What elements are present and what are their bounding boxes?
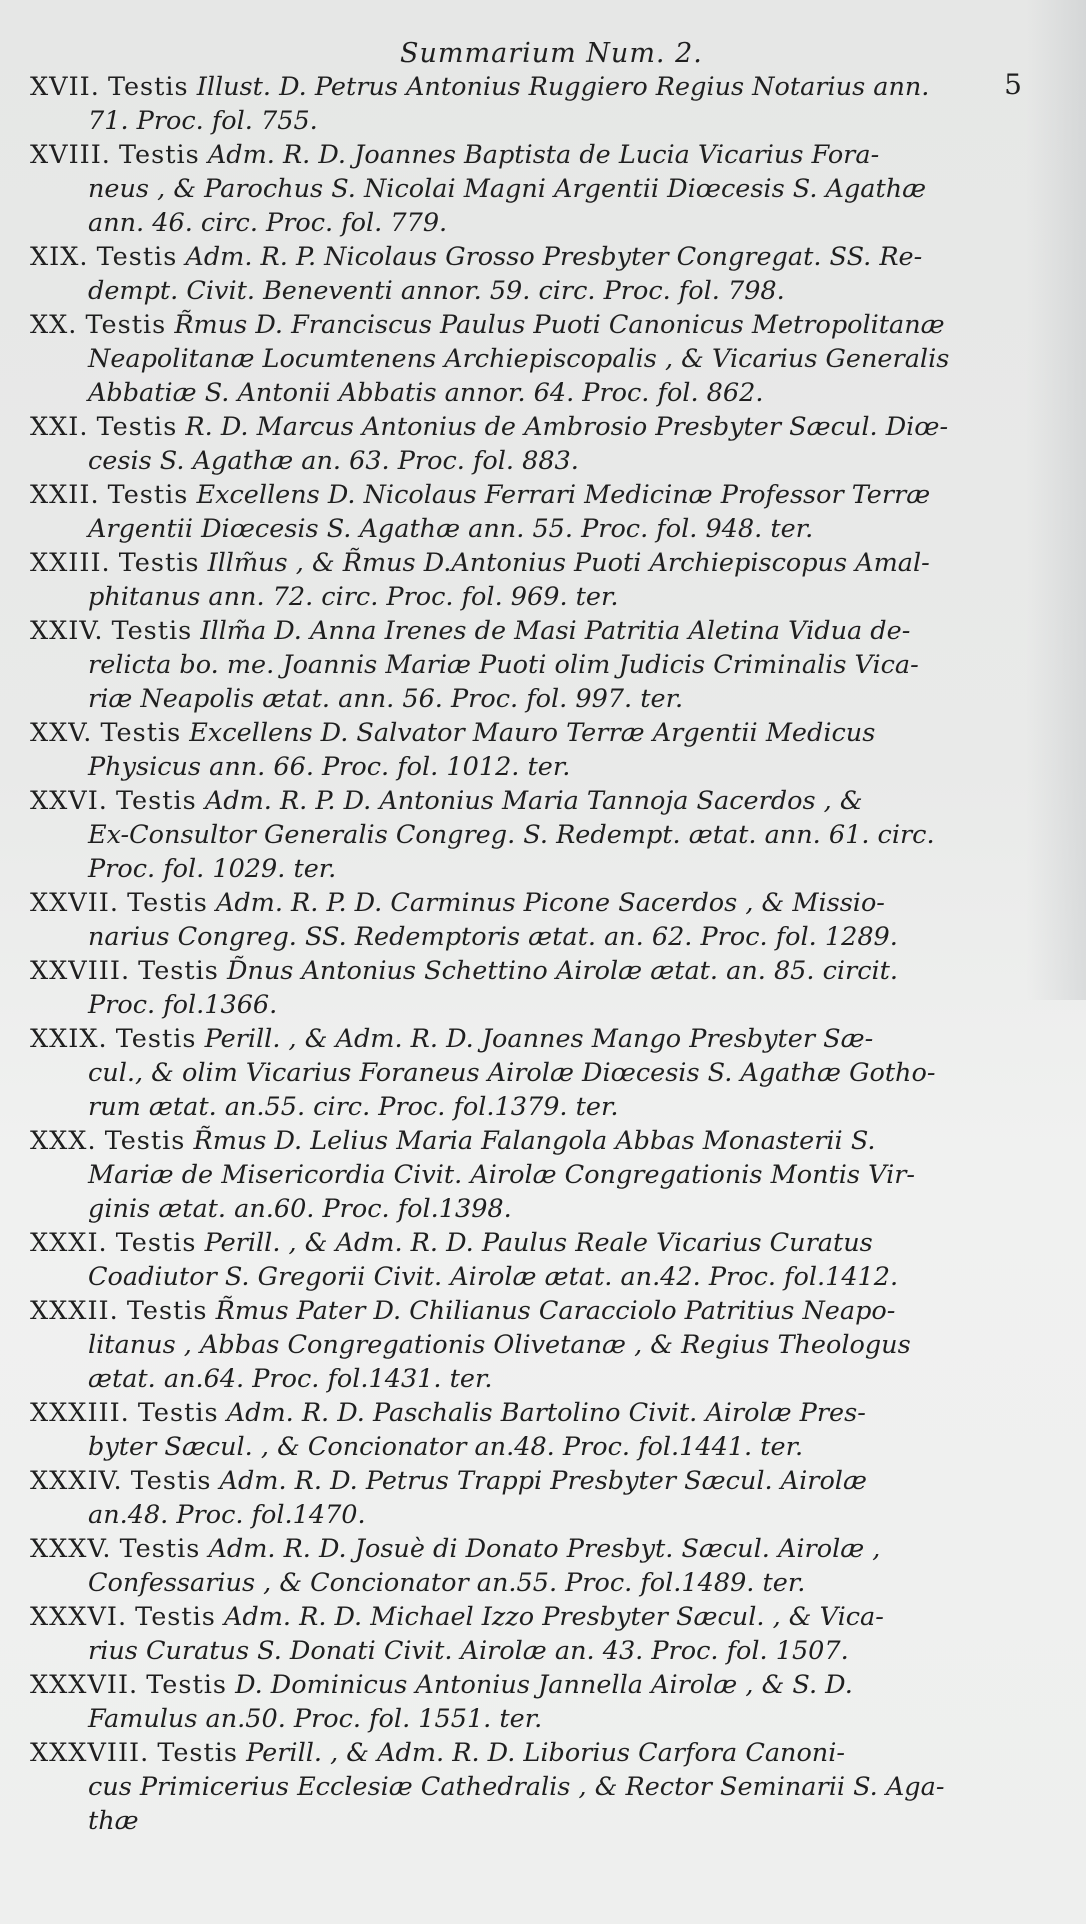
entry-number: XXVII. (30, 888, 119, 918)
entry-label: Testis (157, 1738, 239, 1768)
entry-continuation-line (30, 104, 1040, 138)
entry-text: R. D. Marcus Antonius de Ambrosio Presbyter Sæcul. Diœ- (185, 412, 949, 442)
entry-text: neus , & Parochus S. Nicolai Magni Argentii Diœcesis S. Agathæ (88, 174, 927, 204)
entry-text: Adm. R. D. Joannes Baptista de Lucia Vicarius Fora- (207, 140, 880, 170)
entry-number: XXII. (30, 480, 100, 510)
witness-entry (30, 410, 1040, 478)
entry-text: D̃nus Antonius Schettino Airolæ ætat. an. 85. circit. (226, 956, 899, 986)
entry-label: Testis (119, 140, 200, 170)
entry-first-line (30, 478, 1040, 512)
entry-continuation-line (30, 580, 1040, 614)
entry-text: byter Sæcul. , & Concionator an.48. Proc. fol.1441. ter. (88, 1432, 804, 1462)
entry-continuation-line (30, 342, 1040, 376)
witness-entry (30, 1668, 1040, 1736)
entry-number: XXXIV. (30, 1466, 123, 1496)
entry-text: cul., & olim Vicarius Foraneus Airolæ Diœcesis S. Agathæ Gotho- (88, 1058, 936, 1088)
entry-text: 71. Proc. fol. 755. (88, 106, 318, 136)
entry-first-line (30, 1226, 1040, 1260)
witness-entry (30, 954, 1040, 1022)
entry-number: XX. (30, 310, 78, 340)
entry-number: XVIII. (30, 140, 111, 170)
entry-text: ginis ætat. an.60. Proc. fol.1398. (88, 1194, 512, 1224)
entry-text: narius Congreg. SS. Redemptoris ætat. an. 62. Proc. fol. 1289. (88, 922, 898, 952)
entry-label: Testis (116, 786, 197, 816)
witness-entry (30, 308, 1040, 410)
entry-first-line (30, 614, 1040, 648)
entry-label: Testis (107, 72, 189, 102)
entry-text: R̃mus D. Lelius Maria Falangola Abbas Monasterii S. (193, 1126, 876, 1156)
entry-label: Testis (96, 242, 178, 272)
entry-text: ann. 46. circ. Proc. fol. 779. (88, 208, 448, 238)
entry-text: Adm. R. D. Josuè di Donato Presbyt. Sæcul. Airolæ , (208, 1534, 881, 1564)
entry-label: Testis (115, 1228, 197, 1258)
entry-first-line (30, 784, 1040, 818)
entry-number: XXIII. (30, 548, 111, 578)
entry-first-line (30, 1600, 1040, 1634)
entry-continuation-line (30, 988, 1040, 1022)
entry-text: phitanus ann. 72. circ. Proc. fol. 969. ter. (88, 582, 619, 612)
entry-text: Abbatiæ S. Antonii Abbatis annor. 64. Proc. fol. 862. (88, 378, 764, 408)
entry-text: Adm. R. P. Nicolaus Grosso Presbyter Congregat. SS. Re- (185, 242, 923, 272)
witness-entry (30, 1022, 1040, 1124)
entry-text: dempt. Civit. Beneventi annor. 59. circ. Proc. fol. 798. (88, 276, 785, 306)
entry-text: Illust. D. Petrus Antonius Ruggiero Regius Notarius ann. (196, 72, 930, 102)
entry-continuation-line (30, 274, 1040, 308)
entry-continuation-line (30, 1702, 1040, 1736)
entry-label: Testis (126, 1296, 208, 1326)
entry-first-line (30, 1124, 1040, 1158)
entry-continuation-line (30, 1090, 1040, 1124)
entry-text: Proc. fol.1366. (88, 990, 278, 1020)
entry-label: Testis (137, 1398, 219, 1428)
entry-first-line (30, 886, 1040, 920)
entry-continuation-line (30, 206, 1040, 240)
entry-continuation-line (30, 648, 1040, 682)
witness-list (30, 70, 1040, 1838)
entry-text: Argentii Diœcesis S. Agathæ ann. 55. Proc. fol. 948. ter. (88, 514, 814, 544)
entry-first-line (30, 716, 1040, 750)
entry-text: Adm. R. P. D. Antonius Maria Tannoja Sacerdos , & (204, 786, 863, 816)
entry-continuation-line (30, 852, 1040, 886)
entry-number: XXIX. (30, 1024, 108, 1054)
entry-text: Confessarius , & Concionator an.55. Proc. fol.1489. ter. (88, 1568, 806, 1598)
entry-continuation-line (30, 750, 1040, 784)
entry-text: ætat. an.64. Proc. fol.1431. ter. (88, 1364, 493, 1394)
entry-continuation-line (30, 682, 1040, 716)
witness-entry (30, 1736, 1040, 1838)
entry-number: XXXVIII. (30, 1738, 150, 1768)
entry-first-line (30, 1396, 1040, 1430)
entry-text: Illm̃us , & R̃mus D.Antonius Puoti Archiepiscopus Amal- (207, 548, 930, 578)
entry-continuation-line (30, 1362, 1040, 1396)
entry-number: XXIV. (30, 616, 104, 646)
entry-label: Testis (130, 1466, 212, 1496)
entry-text: Perill. , & Adm. R. D. Paulus Reale Vicarius Curatus (204, 1228, 873, 1258)
witness-entry (30, 1532, 1040, 1600)
witness-entry (30, 1294, 1040, 1396)
entry-continuation-line (30, 1634, 1040, 1668)
witness-entry (30, 1600, 1040, 1668)
entry-text: Illm̃a D. Anna Irenes de Masi Patritia Aletina Vidua de- (200, 616, 911, 646)
entry-first-line (30, 1022, 1040, 1056)
entry-text: litanus , Abbas Congregationis Olivetanæ , & Regius Theologus (88, 1330, 911, 1360)
entry-text: relicta bo. me. Joannis Mariæ Puoti olim Judicis Criminalis Vica- (88, 650, 919, 680)
entry-first-line (30, 1532, 1040, 1566)
witness-entry (30, 1464, 1040, 1532)
running-head: Summarium Num. 2. (400, 38, 703, 69)
entry-continuation-line (30, 818, 1040, 852)
entry-number: XXV. (30, 718, 93, 748)
witness-entry (30, 1396, 1040, 1464)
entry-text: Perill. , & Adm. R. D. Liborius Carfora Canoni- (246, 1738, 846, 1768)
entry-number: XXXVI. (30, 1602, 128, 1632)
entry-text: Proc. fol. 1029. ter. (88, 854, 337, 884)
entry-text: cus Primicerius Ecclesiæ Cathedralis , & Rector Seminarii S. Aga- (88, 1772, 945, 1802)
entry-text: Perill. , & Adm. R. D. Joannes Mango Presbyter Sæ- (204, 1024, 874, 1054)
entry-label: Testis (104, 1126, 186, 1156)
entry-first-line (30, 1668, 1040, 1702)
entry-text: rum ætat. an.55. circ. Proc. fol.1379. ter. (88, 1092, 619, 1122)
witness-entry (30, 614, 1040, 716)
entry-continuation-line (30, 172, 1040, 206)
entry-number: XVII. (30, 72, 100, 102)
entry-continuation-line (30, 1430, 1040, 1464)
entry-label: Testis (85, 310, 167, 340)
entry-continuation-line (30, 1158, 1040, 1192)
entry-label: Testis (111, 616, 193, 646)
entry-text: cesis S. Agathæ an. 63. Proc. fol. 883. (88, 446, 579, 476)
entry-number: XXI. (30, 412, 89, 442)
entry-text: thæ (88, 1806, 139, 1836)
entry-text: Excellens D. Salvator Mauro Terræ Argentii Medicus (189, 718, 876, 748)
witness-entry (30, 478, 1040, 546)
entry-continuation-line (30, 1192, 1040, 1226)
entry-text: Ex-Consultor Generalis Congreg. S. Redempt. ætat. ann. 61. circ. (88, 820, 935, 850)
entry-continuation-line (30, 444, 1040, 478)
entry-number: XXXI. (30, 1228, 108, 1258)
witness-entry (30, 784, 1040, 886)
entry-text: Famulus an.50. Proc. fol. 1551. ter. (88, 1704, 543, 1734)
entry-label: Testis (127, 888, 208, 918)
entry-label: Testis (138, 956, 219, 986)
entry-first-line (30, 308, 1040, 342)
entry-first-line (30, 546, 1040, 580)
entry-first-line (30, 1294, 1040, 1328)
entry-text: Physicus ann. 66. Proc. fol. 1012. ter. (88, 752, 571, 782)
entry-first-line (30, 138, 1040, 172)
witness-entry (30, 138, 1040, 240)
entry-continuation-line (30, 1328, 1040, 1362)
entry-text: rius Curatus S. Donati Civit. Airolæ an. 43. Proc. fol. 1507. (88, 1636, 849, 1666)
entry-number: XXVIII. (30, 956, 131, 986)
entry-text: Neapolitanæ Locumtenens Archiepiscopalis , & Vicarius Generalis (88, 344, 950, 374)
witness-entry (30, 716, 1040, 784)
witness-entry (30, 886, 1040, 954)
entry-text: R̃mus D. Franciscus Paulus Puoti Canonicus Metropolitanæ (174, 310, 945, 340)
entry-label: Testis (135, 1602, 216, 1632)
entry-label: Testis (119, 1534, 201, 1564)
entry-label: Testis (146, 1670, 227, 1700)
entry-number: XXXV. (30, 1534, 112, 1564)
entry-label: Testis (118, 548, 200, 578)
entry-label: Testis (115, 1024, 197, 1054)
entry-number: XXX. (30, 1126, 97, 1156)
entry-text: an.48. Proc. fol.1470. (88, 1500, 366, 1530)
entry-first-line (30, 70, 1040, 104)
entry-number: XXXII. (30, 1296, 119, 1326)
entry-continuation-line (30, 920, 1040, 954)
entry-first-line (30, 1464, 1040, 1498)
entry-continuation-line (30, 1770, 1040, 1804)
entry-text: riæ Neapolis ætat. ann. 56. Proc. fol. 997. ter. (88, 684, 684, 714)
entry-first-line (30, 954, 1040, 988)
entry-continuation-line (30, 1260, 1040, 1294)
entry-text: R̃mus Pater D. Chilianus Caracciolo Patritius Neapo- (215, 1296, 896, 1326)
entry-continuation-line (30, 1804, 1040, 1838)
entry-text: Adm. R. P. D. Carminus Picone Sacerdos , & Missio- (215, 888, 885, 918)
witness-entry (30, 1124, 1040, 1226)
entry-first-line (30, 240, 1040, 274)
entry-text: Adm. R. D. Petrus Trappi Presbyter Sæcul. Airolæ (219, 1466, 867, 1496)
witness-entry (30, 70, 1040, 138)
entry-first-line (30, 410, 1040, 444)
entry-number: XIX. (30, 242, 89, 272)
page-number: 5 (1004, 68, 1022, 101)
entry-text: Mariæ de Misericordia Civit. Airolæ Congregationis Montis Vir- (88, 1160, 916, 1190)
entry-number: XXVI. (30, 786, 108, 816)
entry-label: Testis (96, 412, 178, 442)
witness-entry (30, 240, 1040, 308)
entry-number: XXXIII. (30, 1398, 130, 1428)
entry-text: D. Dominicus Antonius Jannella Airolæ , & S. D. (235, 1670, 853, 1700)
entry-continuation-line (30, 1498, 1040, 1532)
entry-text: Adm. R. D. Michael Izzo Presbyter Sæcul. , & Vica- (223, 1602, 884, 1632)
entry-label: Testis (100, 718, 182, 748)
entry-text: Excellens D. Nicolaus Ferrari Medicinæ Professor Terræ (196, 480, 931, 510)
entry-number: XXXVII. (30, 1670, 139, 1700)
entry-text: Coadiutor S. Gregorii Civit. Airolæ ætat. an.42. Proc. fol.1412. (88, 1262, 899, 1292)
entry-first-line (30, 1736, 1040, 1770)
entry-continuation-line (30, 376, 1040, 410)
witness-entry (30, 546, 1040, 614)
entry-label: Testis (107, 480, 189, 510)
entry-text: Adm. R. D. Paschalis Bartolino Civit. Airolæ Pres- (226, 1398, 866, 1428)
witness-entry (30, 1226, 1040, 1294)
entry-continuation-line (30, 512, 1040, 546)
entry-continuation-line (30, 1056, 1040, 1090)
entry-continuation-line (30, 1566, 1040, 1600)
